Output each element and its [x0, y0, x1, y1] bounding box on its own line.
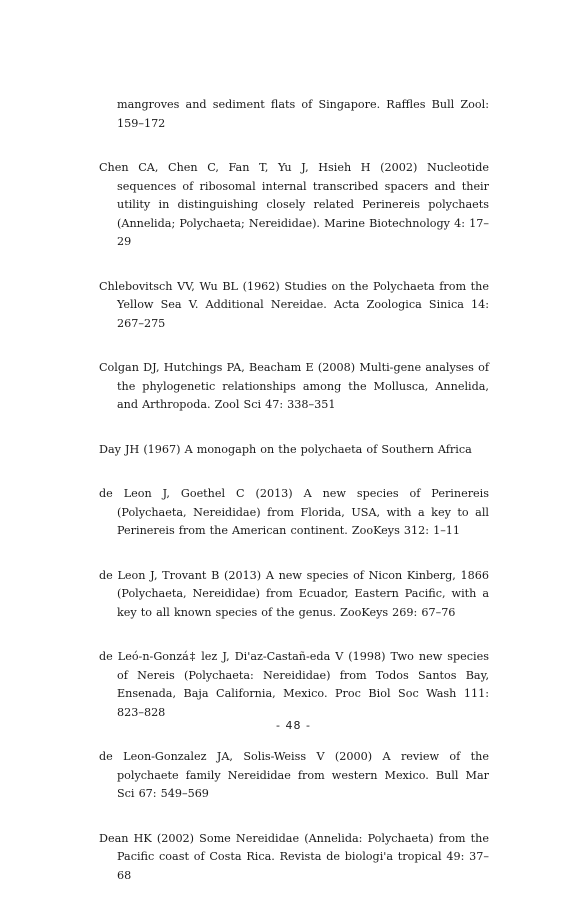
reference-entry: de Leon J, Trovant B (2013) A new species of Nicon Kinberg, 1866 (Polychaeta, Nereididae) from Ecuador, Eastern Pacific, with a key to all known species of the genus. ZooKeys 269: 67–76 [99, 568, 489, 619]
reference-entry: Colgan DJ, Hutchings PA, Beacham E (2008) Multi-gene analyses of the phylogenetic relationships among the Mollusca, Annelida, and Arthropoda. Zool Sci 47: 338–351 [99, 361, 489, 411]
reference-entry: Day JH (1967) A monogaph on the polychaeta of Southern Africa [99, 442, 472, 456]
reference-list [99, 96, 489, 911]
reference-entry: mangroves and sediment flats of Singapore. Raffles Bull Zool: 159–172 [117, 98, 489, 130]
reference-entry: de Leon-Gonzalez JA, Solis-Weiss V (2000) A review of the polychaete family Nereididae from western Mexico. Bull Mar Sci 67: 549–569 [99, 750, 489, 800]
page-number: - 48 - [276, 719, 311, 732]
reference-entry: Dean HK (2002) Some Nereididae (Annelida: Polychaeta) from the Pacific coast of Costa Rica. Revista de biologi'a tropical 49: 37–68 [99, 831, 489, 882]
reference-entry: Chlebovitsch VV, Wu BL (1962) Studies on the Polychaeta from the Yellow Sea V. Additional Nereidae. Acta Zoologica Sinica 14: 267–275 [99, 279, 489, 330]
reference-entry: Chen CA, Chen C, Fan T, Yu J, Hsieh H (2002) Nucleotide sequences of ribosomal internal transcribed spacers and their utility in distinguishing closely related Perinereis polychaets (Annelida; Polychaeta; Nereididae). Marine Biotechnology 4: 17–29 [99, 161, 489, 248]
reference-entry: de Leon J, Goethel C (2013) A new species of Perinereis (Polychaeta, Nereididae) from Florida, USA, with a key to all Perinereis from the American continent. ZooKeys 312: 1–11 [99, 487, 489, 537]
reference-entry: de Leó-n-Gonzá‡ lez J, Di'az-Castañ-eda V (1998) Two new species of Nereis (Polychaeta: Nereididae) from Todos Santos Bay, Ensenada, Baja California, Mexico. Proc Biol Soc Wash 111: 823–828 [99, 650, 489, 719]
